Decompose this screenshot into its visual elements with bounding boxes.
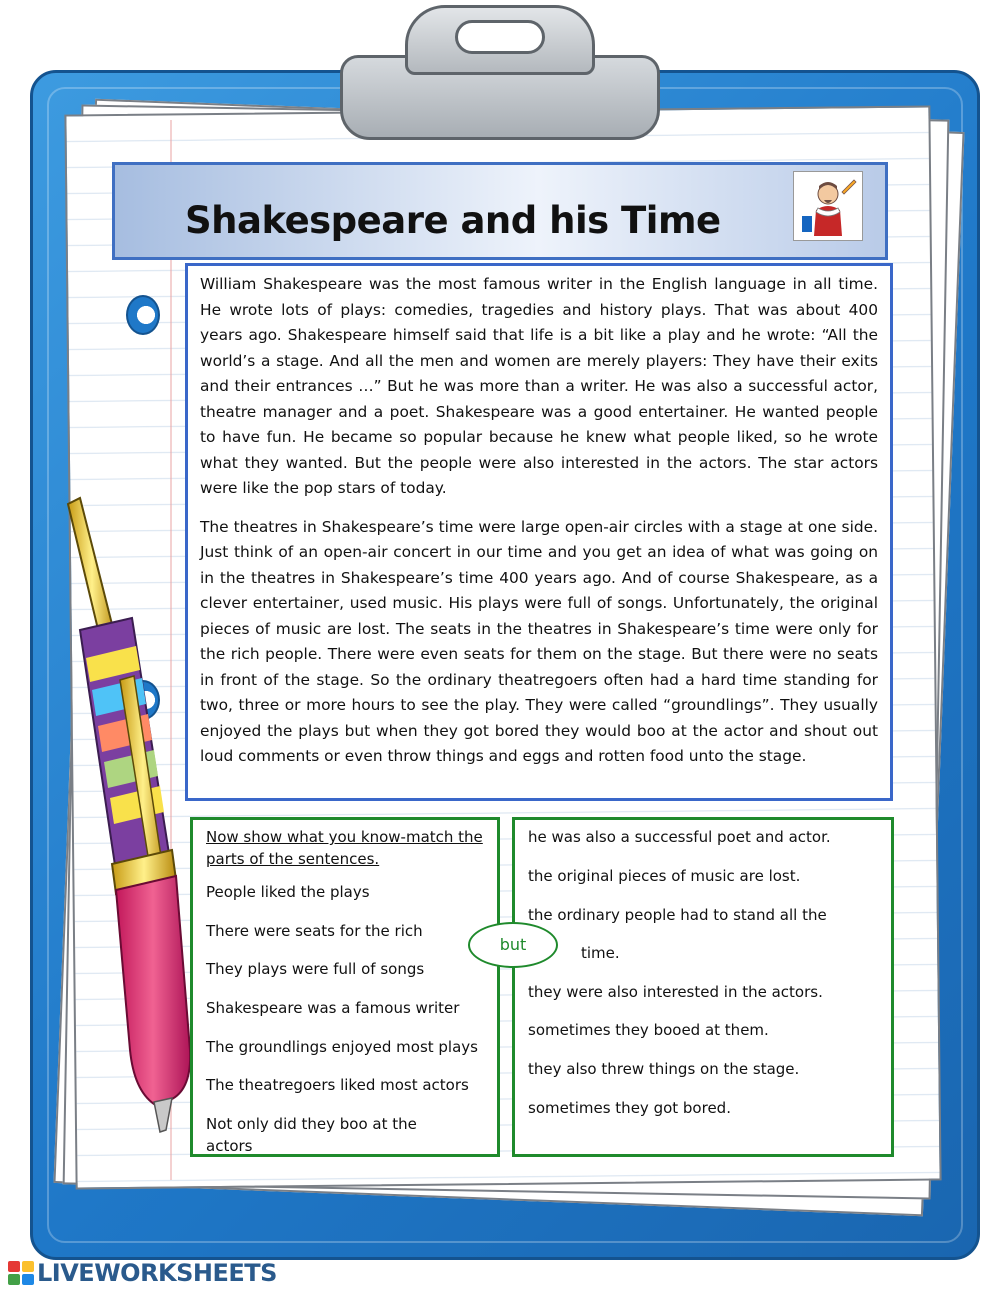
logo-square-icon bbox=[8, 1261, 20, 1272]
clipboard-clip-hole bbox=[455, 20, 545, 54]
match-right-item[interactable]: sometimes they got bored. bbox=[528, 1099, 731, 1117]
match-left-item[interactable]: They plays were full of songs bbox=[206, 960, 425, 979]
match-left-item[interactable]: The theatregoers liked most actors bbox=[206, 1076, 469, 1095]
logo-square-icon bbox=[22, 1274, 34, 1285]
match-right-item[interactable]: they also threw things on the stage. bbox=[528, 1060, 800, 1078]
match-instruction: Now show what you know-match the parts of the sentences. bbox=[206, 828, 483, 868]
match-left-item[interactable]: Shakespeare was a famous writer bbox=[206, 999, 460, 1018]
match-right-item[interactable]: the original pieces of music are lost. bbox=[528, 867, 801, 885]
match-right-item-continued[interactable]: time. bbox=[581, 944, 620, 962]
reading-passage bbox=[185, 263, 893, 801]
title-banner bbox=[112, 162, 888, 260]
liveworksheets-logo bbox=[8, 1259, 277, 1287]
logo-square-icon bbox=[22, 1261, 34, 1272]
shakespeare-portrait-icon bbox=[793, 171, 863, 241]
match-left-item[interactable]: There were seats for the rich bbox=[206, 921, 423, 940]
connector-but-bubble: but bbox=[468, 922, 558, 968]
match-right-item[interactable]: he was also a successful poet and actor. bbox=[528, 828, 831, 846]
match-left-item[interactable]: Not only did they boo at the bbox=[206, 1115, 417, 1134]
match-left-column bbox=[190, 817, 500, 1157]
logo-text: LIVEWORKSHEETS bbox=[37, 1259, 277, 1287]
logo-square-icon bbox=[8, 1274, 20, 1285]
binder-hole-icon bbox=[126, 295, 160, 335]
reading-paragraph-1: William Shakespeare was the most famous writer in the English language in all time. He wrote lots of plays: comedies, tragedies and history plays. That was about 400 years ago. Shakespeare himself said that life is a bit like a play and he wrote: “All the world’s a stage. And all the men and women are merely players: They have their exits and their entrances …” But he was more than a writer. He was also a successful actor, theatre manager and a poet. Shakespeare was a good entertainer. He wanted people to have fun. He became so popular because he knew what people liked, so he wrote what they wanted. But the people were also interested in the actors. The star actors were like the pop stars of today. bbox=[200, 275, 878, 497]
page-title: Shakespeare and his Time bbox=[185, 199, 721, 242]
match-right-item[interactable]: the ordinary people had to stand all the bbox=[528, 906, 827, 924]
liveworksheets-logo-icon bbox=[8, 1261, 34, 1285]
match-right-column bbox=[512, 817, 894, 1157]
match-left-item[interactable]: People liked the plays bbox=[206, 883, 370, 901]
match-right-item[interactable]: sometimes they booed at them. bbox=[528, 1021, 769, 1039]
match-left-item[interactable]: The groundlings enjoyed most plays bbox=[206, 1037, 478, 1056]
match-right-item[interactable]: they were also interested in the actors. bbox=[528, 983, 823, 1001]
reading-paragraph-2: The theatres in Shakespeare’s time were large open-air circles with a stage at one side. Just think of an open-air concert in our time and you get an idea of what was going on in the theatres in Shakespeare’s time 400 years ago. And of course Shakespeare, as a clever entertainer, used music. His plays were full of songs. Unfortunately, the original pieces of music are lost. The seats in the theatres in Shakespeare’s time were only for the rich people. There were even seats for them on the stage. But there were no seats in front of the stage. So the ordinary theatregoers often had a hard time standing for two, three or more hours to see the play. They were called “groundlings”. They usually enjoyed the plays but when they got bored they would boo at the actor and shout out loud comments or even throw things and eggs and rotten food unto the stage. bbox=[200, 517, 878, 765]
pen-icon bbox=[50, 490, 200, 1150]
match-left-item-continued[interactable]: actors bbox=[206, 1137, 253, 1156]
